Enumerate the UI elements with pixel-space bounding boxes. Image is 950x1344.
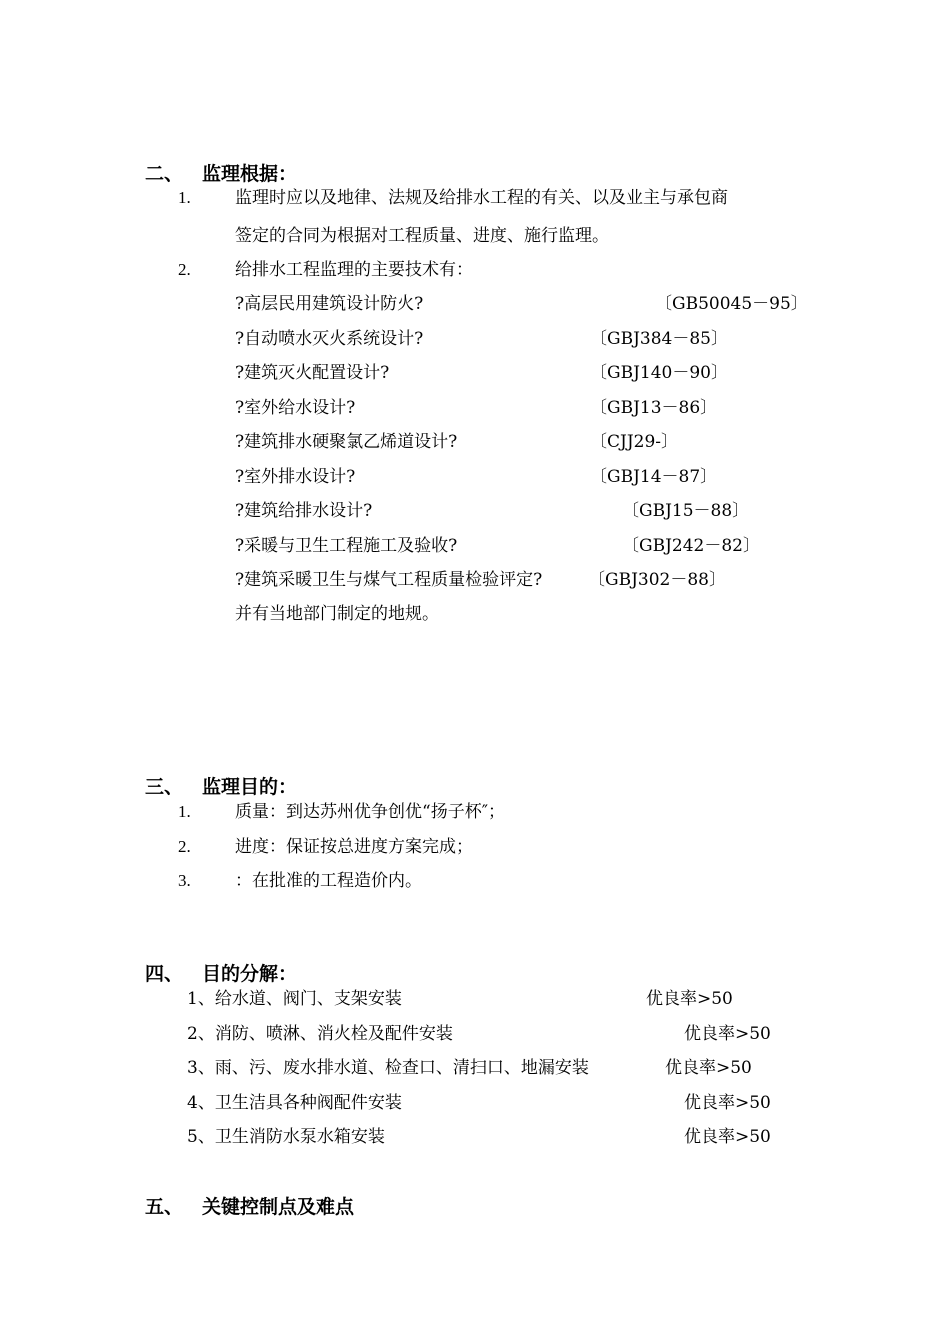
standard-name: ?建筑采暖卫生与煤气工程质量检验评定? [235,570,543,590]
section-3-item-text: ：在批准的工程造价内。 [235,871,422,891]
section-3-item-text: 进度：保证按总进度方案完成； [235,837,473,857]
section-5-title: 关键控制点及难点 [202,1196,355,1218]
target-item-rate: 优良率>50 [684,1024,771,1044]
section-4-number: 四、 [145,963,184,985]
section-2-item-1-text-continued: 签定的合同为根据对工程质量、进度、施行监理。 [235,226,609,246]
standard-code: 〔GBJ14－87〕 [590,467,718,487]
standard-code: 〔GB50045－95〕 [655,294,808,314]
standard-name: ?采暖与卫生工程施工及验收? [235,536,458,556]
standard-name: ?室外排水设计? [235,467,356,487]
standard-code: 〔GBJ13－86〕 [590,398,718,418]
target-item-rate: 优良率>50 [665,1058,752,1078]
standard-name: ?建筑排水硬聚氯乙烯道设计? [235,432,458,452]
target-item-rate: 优良率>50 [646,989,733,1009]
section-2-item-1-text: 监理时应以及地律、法规及给排水工程的有关、以及业主与承包商 [235,188,728,208]
standard-name: ?建筑灭火配置设计? [235,363,390,383]
target-item-text: 3、雨、污、废水排水道、检查口、清扫口、地漏安装 [187,1058,589,1078]
target-item-rate: 优良率>50 [684,1127,771,1147]
target-item-rate: 优良率>50 [684,1093,771,1113]
section-3-title: 监理目的： [202,776,298,798]
standard-name: ?室外给水设计? [235,398,356,418]
section-3-item-number: 2. [178,837,191,856]
target-item-text: 1、给水道、阀门、支架安装 [187,989,402,1009]
standard-name: ?建筑给排水设计? [235,501,373,521]
standard-code: 〔GBJ242－82〕 [622,536,760,556]
section-2-number: 二、 [145,163,184,185]
standard-code: 〔GBJ302－88〕 [588,570,726,590]
section-3-number: 三、 [145,776,184,798]
section-2-item-1-number: 1. [178,188,191,207]
standard-name: ?自动喷水灭火系统设计? [235,329,424,349]
section-3-item-number: 3. [178,871,191,890]
section-5-number: 五、 [145,1196,184,1218]
standard-code: 〔GBJ384－85〕 [590,329,728,349]
target-item-text: 2、消防、喷淋、消火栓及配件安装 [187,1024,453,1044]
section-2-item-2-number: 2. [178,260,191,279]
standard-name: ?高层民用建筑设计防火? [235,294,424,314]
target-item-text: 4、卫生洁具各种阀配件安装 [187,1093,402,1113]
section-2-closing: 并有当地部门制定的地规。 [235,604,439,624]
standard-code: 〔GBJ140－90〕 [590,363,728,383]
section-3-item-number: 1. [178,802,191,821]
section-2-item-2-text: 给排水工程监理的主要技术有： [235,260,473,280]
section-3-item-text: 质量：到达苏州优争创优“扬子杯″； [235,802,506,822]
standard-code: 〔GBJ15－88〕 [622,501,750,521]
standard-code: 〔CJJ29-〕 [590,432,679,452]
section-4-title: 目的分解： [202,963,298,985]
section-2-title: 监理根据： [202,163,298,185]
target-item-text: 5、卫生消防水泵水箱安装 [187,1127,385,1147]
